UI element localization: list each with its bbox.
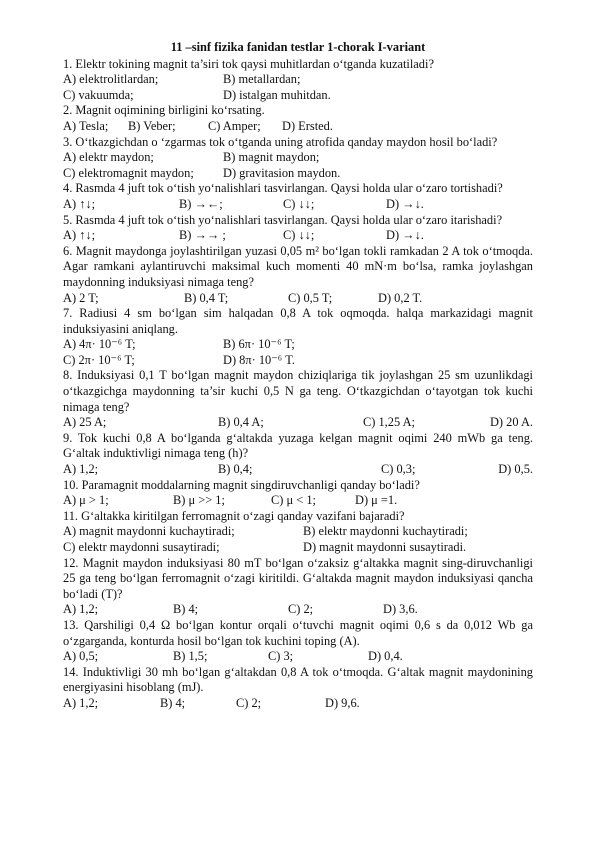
answer-option[interactable]: C) 0,5 T; <box>288 290 333 305</box>
answer-option[interactable]: B) 1,5; <box>173 649 208 664</box>
question-2 <box>63 103 533 134</box>
answer-row <box>63 150 533 166</box>
question-5 <box>63 213 533 244</box>
answer-option[interactable]: D) 0,4. <box>368 649 403 664</box>
question-4 <box>63 181 533 212</box>
answer-option[interactable]: D) magnit maydonni susaytiradi. <box>303 540 467 554</box>
answer-row <box>63 696 533 712</box>
answer-option[interactable]: A) Tesla; <box>63 118 109 133</box>
answer-option[interactable]: C) 0,3; <box>381 462 416 477</box>
question-1 <box>63 57 533 104</box>
answer-option[interactable]: D) 8π· 10⁻⁶ T. <box>223 352 295 367</box>
answer-option[interactable]: A) 25 A; <box>63 415 107 430</box>
answer-option[interactable]: A) 1,2; <box>63 462 99 477</box>
question-text: 1. Elektr tokining magnit ta’siri tok qaysi muhitlardan o‘tganda kuzatiladi? <box>63 56 434 71</box>
page-title: 11 –sinf fizika fanidan testlar 1-chorak I-variant <box>170 40 426 54</box>
question-10 <box>63 478 533 509</box>
question-text: 6. Magnit maydonga joylashtirilgan yuzasi 0,05 m² bo‘lgan tokli ramkadan 2 A tok o‘tmoqda. Agar ramkani aylantiruvchi maksimal kuch momenti 40 mN·m bo‘lsa, ramka joylashgan maydonning induksiyasi nimaga teng? <box>63 243 533 289</box>
answer-option[interactable]: D) istalgan muhitdan. <box>223 87 331 102</box>
question-12 <box>63 556 533 618</box>
answer-option[interactable]: C) 2; <box>288 602 314 617</box>
answer-option[interactable]: B) 6π· 10⁻⁶ T; <box>223 337 295 352</box>
answer-option[interactable]: D) 0,2 T. <box>378 290 423 305</box>
answer-row <box>63 119 533 135</box>
answer-row <box>63 291 533 307</box>
answer-option[interactable]: C) 2π· 10⁻⁶ T; <box>63 352 135 367</box>
answer-option[interactable]: A) magnit maydonni kuchaytiradi; <box>63 524 235 539</box>
answer-option[interactable]: D) μ =1. <box>355 493 398 508</box>
answer-row <box>63 88 533 104</box>
answer-option[interactable]: C) elektr maydonni susaytiradi; <box>63 540 220 554</box>
answer-option[interactable]: C) ↓↓; <box>283 196 315 211</box>
answer-option[interactable]: B) μ >> 1; <box>173 493 225 508</box>
question-text: 14. Induktivligi 30 mh bo‘lgan g‘altakdan 0,8 A tok o‘tmoqda. G‘altak magnit maydonining energiyasini hisoblang (mJ). <box>63 664 533 695</box>
answer-option[interactable]: B) 0,4 T; <box>184 290 229 305</box>
answer-option[interactable]: D) gravitasion maydon. <box>223 165 341 180</box>
answer-row <box>63 540 533 556</box>
answer-option[interactable]: A) μ > 1; <box>63 493 109 508</box>
question-text: 4. Rasmda 4 juft tok o‘tish yo‘nalishlari tasvirlangan. Qaysi holda ular o‘zaro tortishadi? <box>63 181 503 196</box>
question-text: 7. Radiusi 4 sm bo‘lgan sim halqadan 0,8 A tok oqmoqda. halqa markazidagi magnit induksiyasini aniqlang. <box>63 306 533 336</box>
answer-row <box>63 602 533 618</box>
question-3 <box>63 135 533 182</box>
answer-option[interactable]: B) →←; <box>179 196 223 211</box>
question-14 <box>63 665 533 712</box>
answer-row <box>63 353 533 369</box>
answer-option[interactable]: A) ↑↓; <box>63 228 96 243</box>
answer-option[interactable]: A) 0,5; <box>63 649 99 664</box>
answer-option[interactable]: A) 1,2; <box>63 602 99 617</box>
question-text: 5. Rasmda 4 juft tok o‘tish yo‘nalishlari tasvirlangan. Qaysi holda ular o‘zaro itarishadi? <box>63 212 503 227</box>
answer-option[interactable]: D) →↓. <box>386 228 424 243</box>
answer-row <box>63 166 533 182</box>
question-9 <box>63 431 533 478</box>
answer-row <box>63 493 533 509</box>
answer-option[interactable]: B) elektr maydonni kuchaytiradi; <box>303 524 468 539</box>
answer-row <box>63 337 533 353</box>
answer-row <box>63 72 533 88</box>
answer-option[interactable]: C) 2; <box>236 695 262 710</box>
answer-row <box>63 197 533 213</box>
answer-option[interactable]: D) →↓. <box>386 196 424 211</box>
question-text: 9. Tok kuchi 0,8 A bo‘lganda g‘altakda yuzaga kelgan magnit oqimi 240 mWb ga teng. G‘altak induktivligi nimaga teng (h)? <box>63 430 533 461</box>
answer-row <box>63 524 533 540</box>
answer-option[interactable]: D) 3,6. <box>383 602 418 617</box>
answer-option[interactable]: C) vakuumda; <box>63 87 134 102</box>
answer-option[interactable]: B) 0,4; <box>218 462 253 477</box>
answer-option[interactable]: C) 1,25 A; <box>363 415 415 430</box>
answer-option[interactable]: A) ↑↓; <box>63 196 96 211</box>
question-8 <box>63 368 533 430</box>
answer-row <box>63 415 533 431</box>
answer-option[interactable]: C) elektromagnit maydon; <box>63 165 194 180</box>
answer-option[interactable]: C) Amper; <box>208 118 261 133</box>
answer-option[interactable]: D) 20 A. <box>489 415 533 430</box>
question-text: 11. G‘altakka kiritilgan ferromagnit o‘zagi qanday vazifani bajaradi? <box>63 508 405 523</box>
question-6 <box>63 244 533 306</box>
question-text: 10. Paramagnit moddalarning magnit singdiruvchanligi qanday bo‘ladi? <box>63 477 420 492</box>
answer-option[interactable]: A) elektr maydon; <box>63 150 154 165</box>
question-text: 3. O‘tkazgichdan o ‘zgarmas tok o‘tganda uning atrofida qanday maydon hosil bo‘ladi? <box>63 134 498 149</box>
answer-option[interactable]: B) magnit maydon; <box>223 150 320 165</box>
question-text: 2. Magnit oqimining birligini ko‘rsating. <box>63 103 265 118</box>
answer-option[interactable]: B) 4; <box>173 602 199 617</box>
question-11 <box>63 509 533 556</box>
question-list <box>63 57 533 712</box>
answer-option[interactable]: C) 3; <box>268 649 294 664</box>
answer-option[interactable]: B) metallardan; <box>223 72 301 87</box>
answer-option[interactable]: B) →→ ; <box>179 228 226 243</box>
answer-option[interactable]: A) elektrolitlardan; <box>63 72 159 87</box>
answer-row <box>63 462 533 478</box>
answer-option[interactable]: B) 0,4 A; <box>218 415 264 430</box>
answer-option[interactable]: D) 9,6. <box>325 695 360 710</box>
answer-option[interactable]: A) 2 T; <box>63 290 99 305</box>
answer-option[interactable]: C) ↓↓; <box>283 228 315 243</box>
answer-option[interactable]: C) μ < 1; <box>271 493 316 508</box>
answer-row <box>63 649 533 665</box>
answer-option[interactable]: D) Ersted. <box>282 118 333 133</box>
answer-option[interactable]: A) 4π· 10⁻⁶ T; <box>63 337 136 352</box>
test-page <box>63 40 533 712</box>
answer-option[interactable]: D) 0,5. <box>498 462 533 477</box>
question-text: 13. Qarshiligi 0,4 Ω bo‘lgan kontur orqali o‘tuvchi magnit oqimi 0,6 s da 0,012 Wb ga o‘zgarganda, konturda hosil bo‘lgan tok kuchini toping (A). <box>63 617 533 648</box>
question-13 <box>63 618 533 665</box>
answer-option[interactable]: A) 1,2; <box>63 695 99 710</box>
answer-option[interactable]: B) 4; <box>160 695 186 710</box>
question-7 <box>63 306 533 368</box>
question-text: 8. Induksiyasi 0,1 T bo‘lgan magnit maydon chiziqlariga tik joylashgan 25 sm uzunlikdagi o‘tkazgichga maydonning ta’sir kuchi 0,5 N ga teng. O‘tkazgichdan o‘tayotgan tok kuchi nimaga teng? <box>63 368 533 414</box>
answer-row <box>63 228 533 244</box>
question-text: 12. Magnit maydon induksiyasi 80 mT bo‘lgan o‘zaksiz g‘altakka magnit sing-diruvchanligi 25 ga teng bo‘lgan ferromagnit o‘zagi kiritildi. G‘altakda magnit maydon induksiyasi qancha bo‘ladi (T)? <box>63 555 533 601</box>
answer-option[interactable]: B) Veber; <box>128 118 176 133</box>
